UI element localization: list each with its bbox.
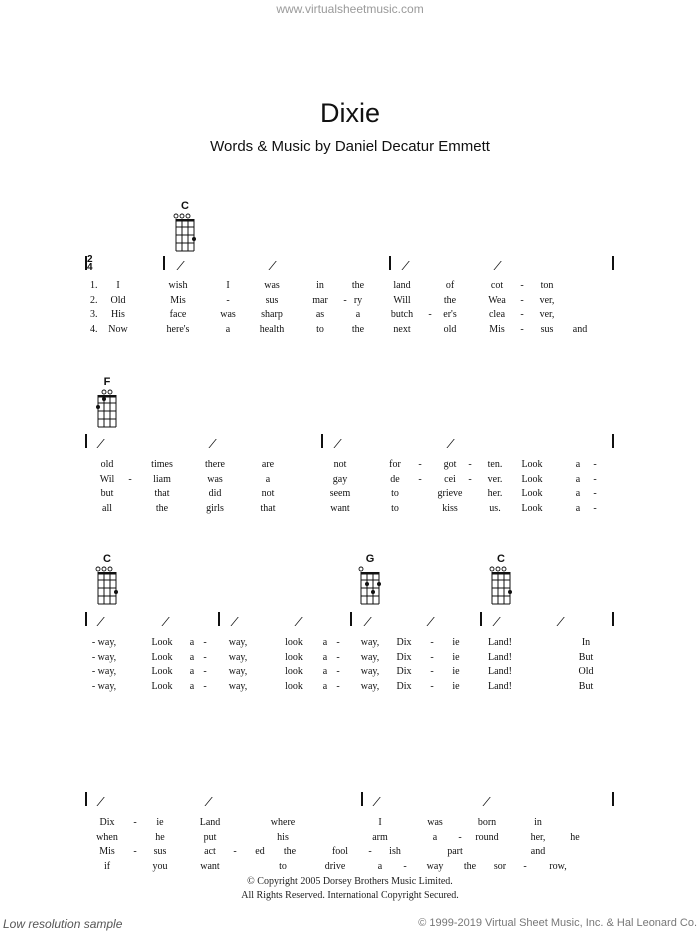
copyright-line-2: All Rights Reserved. International Copyright Secured.: [241, 890, 459, 901]
lyric-syllable: arm: [372, 831, 388, 843]
lyric-syllable: a: [225, 323, 231, 335]
barline: [612, 612, 614, 626]
lyric-syllable: a: [189, 680, 195, 692]
barline: [85, 612, 87, 626]
lyric-syllable: want: [200, 860, 220, 872]
lyric-syllable: -: [468, 473, 472, 485]
beat-slash: ⁄: [272, 258, 275, 273]
lyric-syllable: -: [203, 666, 207, 677]
chord-name: G: [365, 553, 375, 565]
lyric-syllable: Land!: [488, 651, 512, 663]
barline: [361, 792, 363, 806]
lyric-syllable: -: [133, 817, 137, 828]
lyric-syllable: Look: [521, 459, 543, 470]
lyric-syllable: that: [154, 488, 170, 499]
beat-slash: ⁄: [180, 258, 183, 273]
lyric-syllable: -: [520, 309, 524, 320]
lyric-syllable: Look: [151, 666, 173, 677]
barline: [389, 256, 391, 270]
lyric-syllable: Land!: [488, 666, 512, 677]
lyric-syllable: kiss: [442, 502, 458, 514]
lyric-syllable: Look: [521, 488, 543, 499]
lyric-syllable: ie: [452, 666, 460, 677]
lyric-syllable: the: [351, 280, 365, 291]
lyric-syllable: I: [378, 817, 382, 828]
beat-slash: ⁄: [100, 436, 103, 451]
lyric-syllable: But: [578, 651, 594, 663]
lyric-syllable: Dix: [396, 637, 412, 648]
lyric-syllable: and: [530, 846, 546, 857]
lyric-syllable: to: [316, 323, 324, 335]
lyric-syllable: a: [322, 651, 328, 663]
lyric-syllable: that: [260, 502, 276, 514]
lyric-syllable: way,: [228, 651, 248, 663]
lyric-syllable: the: [155, 502, 169, 514]
lyric-syllable: I: [116, 280, 120, 291]
lyric-syllable: -: [593, 473, 597, 485]
lyric-syllable: ie: [156, 817, 164, 828]
lyric-syllable: -: [368, 846, 372, 857]
lyric-syllable: a: [265, 473, 271, 485]
lyric-syllable: was: [220, 309, 236, 320]
lyric-syllable: liam: [153, 473, 171, 485]
lyric-syllable: Dix: [99, 817, 115, 828]
chord-diagram-g: [358, 553, 382, 606]
barline: [218, 612, 220, 626]
lyric-syllable: -: [336, 637, 340, 648]
lyric-syllable: are: [261, 459, 275, 470]
chord-grid-icon: [95, 566, 119, 606]
lyric-syllable: -: [520, 294, 524, 306]
lyric-syllable: -: [523, 860, 527, 872]
lyric-syllable: look: [285, 651, 303, 663]
lyric-syllable: health: [259, 323, 285, 335]
beat-slash: ⁄: [450, 436, 453, 451]
lyric-syllable: land: [393, 280, 411, 291]
lyric-syllable: got: [443, 459, 457, 470]
lyric-syllable: he: [155, 831, 165, 843]
lyric-syllable: all: [102, 502, 112, 514]
low-resolution-notice: Low resolution sample: [3, 917, 123, 931]
chord-diagram-c: [173, 200, 197, 253]
lyric-syllable: -: [430, 680, 434, 692]
lyric-syllable: -: [430, 651, 434, 663]
verse-number: 2.: [90, 294, 98, 306]
lyric-syllable: Old: [578, 666, 594, 677]
lyric-syllable: to: [279, 860, 287, 872]
lyric-syllable: Look: [521, 502, 543, 514]
lyric-syllable: ie: [452, 651, 460, 663]
lyric-syllable: part: [447, 846, 463, 857]
lyric-syllable: -: [403, 860, 407, 872]
lyric-syllable: look: [285, 637, 303, 648]
lyric-syllable: fool: [331, 846, 349, 857]
lyric-syllable: want: [330, 502, 350, 514]
barline: [612, 434, 614, 448]
lyric-syllable: if: [103, 860, 111, 872]
beat-slash: ⁄: [430, 614, 433, 629]
lyric-syllable: Mis: [170, 294, 186, 306]
chord-name: C: [497, 553, 505, 565]
lyric-syllable: did: [208, 488, 222, 499]
chord-grid-icon: [489, 566, 513, 606]
lyric-syllable: a: [322, 666, 328, 677]
lyric-syllable: Old: [110, 294, 126, 306]
time-signature: [87, 256, 93, 272]
song-title: Dixie: [319, 98, 380, 128]
lyric-syllable: -: [593, 502, 597, 514]
lyric-syllable: -: [593, 488, 597, 499]
lyric-syllable: us.: [489, 502, 501, 514]
verse-number: 4.: [90, 323, 98, 335]
lyric-syllable: -: [343, 294, 347, 306]
lyric-syllable: - way,: [91, 666, 117, 677]
lyric-syllable: look: [285, 666, 303, 677]
lyric-syllable: -: [428, 309, 432, 320]
lyric-syllable: old: [100, 459, 114, 470]
lyric-syllable: seem: [329, 488, 351, 499]
lyric-syllable: ie: [452, 637, 460, 648]
lyric-syllable: when: [96, 831, 118, 843]
copyright-line-1: © Copyright 2005 Dorsey Brothers Music Limited.: [247, 876, 453, 887]
lyric-syllable: de: [390, 473, 400, 485]
lyric-syllable: ry: [353, 294, 363, 306]
lyric-syllable: Look: [151, 637, 173, 648]
lyric-syllable: here's: [166, 323, 190, 335]
lyric-syllable: - way,: [91, 680, 117, 692]
lyric-syllable: of: [445, 280, 455, 291]
chord-grid-icon: [358, 566, 382, 606]
lyric-syllable: his: [277, 831, 289, 843]
lyric-syllable: a: [189, 637, 195, 648]
lyric-syllable: born: [477, 817, 497, 828]
lyric-syllable: way: [426, 860, 444, 872]
lyric-syllable: grieve: [437, 488, 463, 499]
lyric-syllable: act: [204, 846, 216, 857]
lyric-syllable: But: [578, 680, 594, 692]
lyric-syllable: in: [316, 280, 324, 291]
lyric-syllable: cot: [490, 280, 504, 291]
lyric-syllable: the: [463, 860, 477, 872]
lyric-syllable: sus: [153, 846, 167, 857]
lyric-syllable: -: [203, 651, 207, 663]
lyric-syllable: Wil: [99, 473, 115, 485]
chord-name: C: [181, 200, 189, 212]
lyric-syllable: a: [189, 651, 195, 663]
barline: [350, 612, 352, 626]
beat-slash: ⁄: [298, 614, 301, 629]
beat-slash: ⁄: [234, 614, 237, 629]
lyric-syllable: gay: [332, 473, 348, 485]
beat-slash: ⁄: [165, 614, 168, 629]
chord-name: F: [103, 376, 111, 388]
lyric-syllable: next: [393, 323, 411, 335]
barline: [612, 792, 614, 806]
lyric-syllable: -: [430, 637, 434, 648]
lyric-syllable: put: [203, 831, 217, 843]
lyric-syllable: was: [207, 473, 223, 485]
lyric-syllable: the: [283, 846, 297, 857]
lyric-syllable: way,: [228, 666, 248, 677]
lyric-syllable: ten.: [487, 459, 503, 470]
lyric-syllable: Look: [521, 473, 543, 485]
beat-slash: ⁄: [367, 614, 370, 629]
beat-slash: ⁄: [208, 794, 211, 809]
lyric-syllable: way,: [228, 637, 248, 648]
lyric-syllable: Look: [151, 680, 173, 692]
lyric-syllable: His: [111, 309, 125, 320]
lyric-syllable: a: [575, 502, 581, 514]
verse-number: 1.: [90, 280, 98, 291]
lyric-syllable: -: [458, 831, 462, 843]
lyric-syllable: her.: [487, 488, 503, 499]
lyric-syllable: he: [570, 831, 580, 843]
lyric-syllable: as: [315, 309, 325, 320]
lyric-syllable: way,: [360, 680, 380, 692]
chord-diagram-c: [489, 553, 513, 606]
lyric-syllable: Now: [108, 323, 128, 335]
lyric-syllable: in: [534, 817, 542, 828]
beat-slash: ⁄: [100, 794, 103, 809]
beat-slash: ⁄: [496, 614, 499, 629]
lyric-syllable: Land!: [488, 680, 512, 692]
lyric-syllable: a: [377, 860, 383, 872]
time-signature-bottom: 4: [87, 262, 93, 273]
beat-slash: ⁄: [497, 258, 500, 273]
lyric-syllable: sus: [540, 323, 554, 335]
beat-slash: ⁄: [560, 614, 563, 629]
lyric-syllable: Dix: [396, 680, 412, 692]
lyric-syllable: Dix: [396, 666, 412, 677]
lyric-syllable: -: [336, 680, 340, 692]
lyric-syllable: a: [575, 473, 581, 485]
lyric-syllable: to: [391, 488, 399, 499]
chord-grid-icon: [173, 213, 197, 253]
lyric-syllable: and: [572, 323, 588, 335]
lyric-syllable: to: [391, 502, 399, 514]
barline: [85, 792, 87, 806]
barline: [321, 434, 323, 448]
lyric-syllable: Look: [151, 651, 173, 663]
lyric-syllable: ie: [452, 680, 460, 692]
lyric-syllable: way,: [360, 666, 380, 677]
lyric-syllable: times: [151, 459, 173, 470]
lyric-syllable: -: [226, 294, 230, 306]
barline: [85, 256, 87, 270]
lyric-syllable: butch: [390, 309, 414, 320]
lyric-syllable: sus: [265, 294, 279, 306]
lyric-syllable: a: [575, 459, 581, 470]
chord-name: C: [103, 553, 111, 565]
lyric-syllable: -: [430, 666, 434, 677]
lyric-syllable: a: [189, 666, 195, 677]
lyric-syllable: Wea: [488, 294, 506, 306]
lyric-syllable: Mis: [99, 846, 115, 857]
lyric-syllable: - way,: [91, 637, 117, 648]
lyric-syllable: a: [355, 309, 361, 320]
lyric-syllable: look: [285, 680, 303, 692]
lyric-syllable: Will: [393, 294, 411, 306]
lyric-syllable: the: [443, 294, 457, 306]
lyric-syllable: for: [389, 459, 401, 470]
lyric-syllable: In: [581, 637, 591, 648]
lyric-syllable: drive: [324, 860, 346, 872]
lyric-syllable: her,: [530, 831, 546, 843]
lyric-syllable: cei: [444, 473, 456, 485]
lyric-syllable: ver.: [487, 473, 503, 485]
lyric-syllable: Land!: [488, 637, 512, 648]
lyric-syllable: was: [264, 280, 280, 291]
barline: [85, 434, 87, 448]
lyric-syllable: -: [128, 473, 132, 485]
time-signature-top: 2: [87, 254, 93, 265]
lyric-syllable: a: [322, 637, 328, 648]
footer-copyright: © 1999-2019 Virtual Sheet Music, Inc. & Hal Leonard Co.: [418, 917, 697, 929]
lyric-syllable: face: [169, 309, 187, 320]
beat-slash: ⁄: [100, 614, 103, 629]
lyric-syllable: wish: [168, 280, 188, 291]
lyric-syllable: sor: [493, 860, 507, 872]
lyric-syllable: row,: [549, 860, 567, 872]
lyric-syllable: way,: [360, 637, 380, 648]
song-credit: Words & Music by Daniel Decatur Emmett: [210, 138, 490, 155]
lyric-syllable: - way,: [91, 651, 117, 663]
lyric-syllable: -: [233, 846, 237, 857]
barline: [480, 612, 482, 626]
lyric-syllable: clea: [488, 309, 506, 320]
lyric-syllable: -: [418, 459, 422, 470]
chord-diagram-c: [95, 553, 119, 606]
lyric-syllable: not: [333, 459, 347, 470]
lyric-syllable: ish: [389, 846, 401, 857]
lyric-syllable: -: [203, 680, 207, 692]
lyric-syllable: way,: [360, 651, 380, 663]
beat-slash: ⁄: [212, 436, 215, 451]
lyric-syllable: ver,: [539, 294, 555, 306]
lyric-syllable: there: [205, 459, 225, 470]
beat-slash: ⁄: [405, 258, 408, 273]
lyric-syllable: -: [336, 651, 340, 663]
lyric-syllable: a: [322, 680, 328, 692]
lyric-syllable: not: [261, 488, 275, 499]
beat-slash: ⁄: [376, 794, 379, 809]
verse-number: 3.: [90, 309, 98, 320]
lyric-syllable: Land: [199, 817, 221, 828]
lyric-syllable: where: [270, 817, 296, 828]
lyric-syllable: a: [432, 831, 438, 843]
lyric-syllable: Mis: [489, 323, 505, 335]
lyric-syllable: the: [351, 323, 365, 335]
lyric-syllable: mar: [312, 294, 328, 306]
lyric-syllable: ton: [540, 280, 554, 291]
lyric-syllable: round: [475, 831, 499, 843]
lyric-syllable: way,: [228, 680, 248, 692]
lyric-syllable: you: [152, 860, 168, 872]
lyric-syllable: -: [133, 846, 137, 857]
barline: [612, 256, 614, 270]
lyric-syllable: -: [593, 459, 597, 470]
beat-slash: ⁄: [486, 794, 489, 809]
lyric-syllable: ver,: [539, 309, 555, 320]
watermark: www.virtualsheetmusic.com: [276, 2, 424, 16]
lyric-syllable: ed: [255, 846, 265, 857]
lyric-syllable: a: [575, 488, 581, 499]
lyric-syllable: but: [100, 488, 114, 499]
lyric-syllable: er's: [443, 309, 457, 320]
lyric-syllable: was: [427, 817, 443, 828]
lyric-syllable: -: [468, 459, 472, 470]
lyric-syllable: -: [520, 280, 524, 291]
lyric-syllable: I: [226, 280, 230, 291]
lyric-syllable: girls: [206, 502, 224, 514]
barline: [163, 256, 165, 270]
lyric-syllable: -: [520, 323, 524, 335]
chord-diagram-f: [95, 376, 119, 429]
lyric-syllable: -: [203, 637, 207, 648]
lyric-syllable: -: [418, 473, 422, 485]
beat-slash: ⁄: [337, 436, 340, 451]
lyric-syllable: -: [336, 666, 340, 677]
lyric-syllable: Dix: [396, 651, 412, 663]
lyric-syllable: sharp: [261, 309, 283, 320]
chord-grid-icon: [95, 389, 119, 429]
lyric-syllable: old: [443, 323, 457, 335]
